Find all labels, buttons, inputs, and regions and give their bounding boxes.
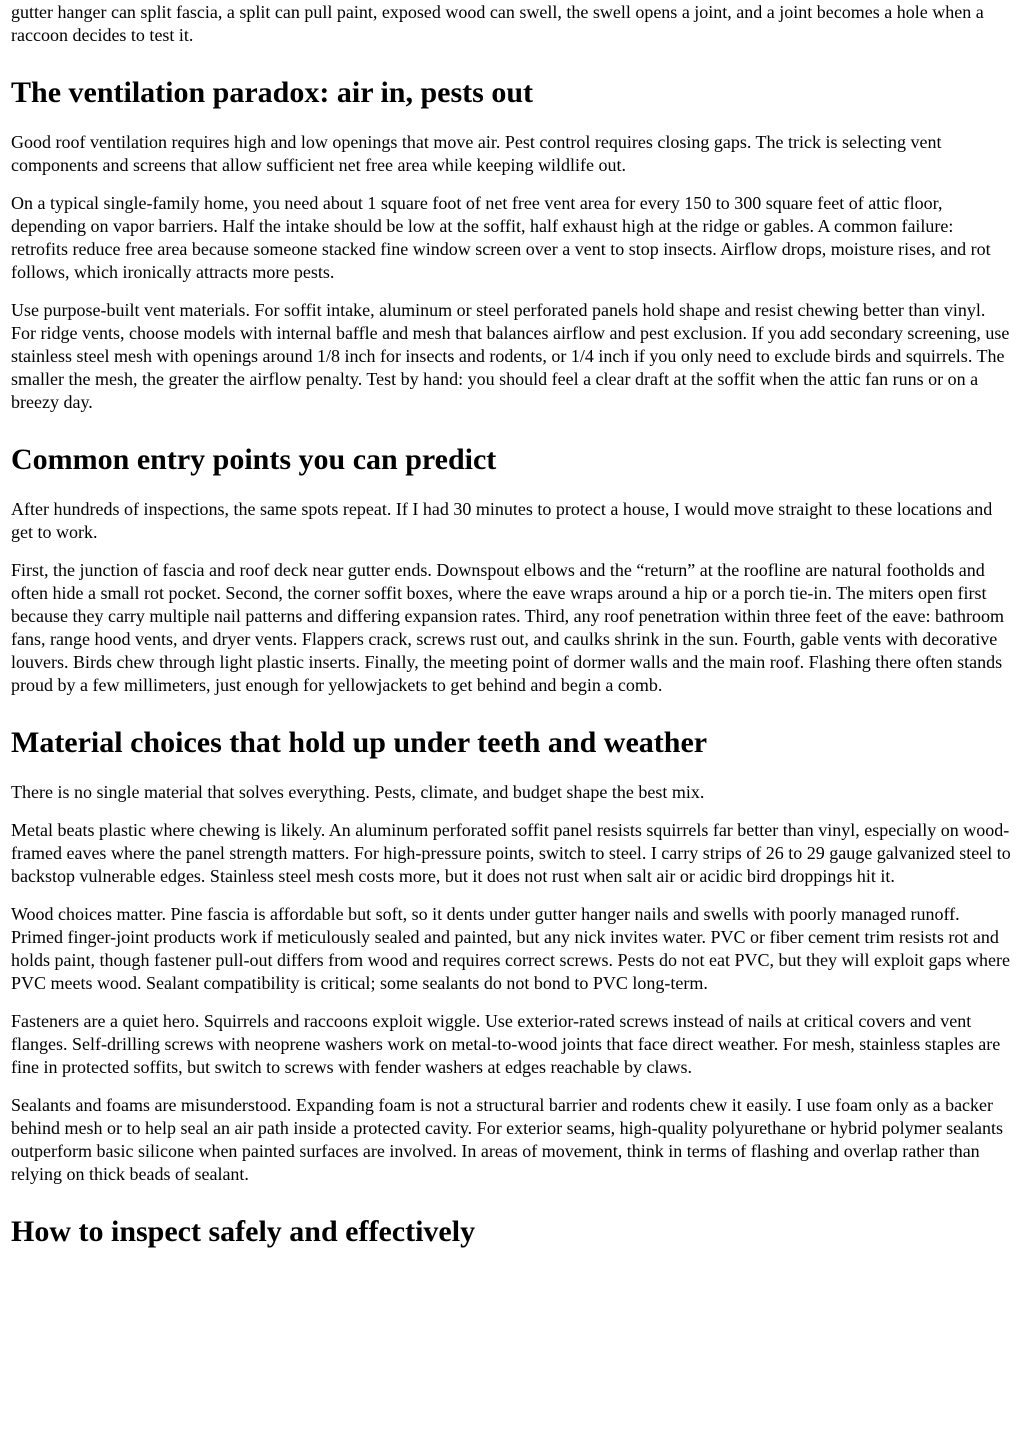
paragraph: Sealants and foams are misunderstood. Expanding foam is not a structural barrier and rodents chew it easily. I use foam only as a backer behind mesh or to help seal an air path inside a protected cavity. For exterior seams, high-quality polyurethane or hybrid polymer sealants outperform basic silicone when painted surfaces are involved. In areas of movement, think in terms of flashing and overlap rather than relying on thick beads of sealant. bbox=[11, 1095, 1004, 1184]
paragraph: Wood choices matter. Pine fascia is affordable but soft, so it dents under gutter hanger nails and swells with poorly managed runoff. Primed finger-joint products work if meticulously sealed and painted, but any nick invites water. PVC or fiber cement trim resists rot and holds paint, though fastener pull-out differs from wood and requires correct screws. Pests do not eat PVC, but they will exploit gaps where PVC meets wood. Sealant compatibility is critical; some sealants do not bond to PVC long-term. bbox=[11, 904, 1010, 993]
section-heading-materials: Material choices that hold up under teeth and weather bbox=[11, 726, 708, 759]
paragraph: Fasteners are a quiet hero. Squirrels and raccoons exploit wiggle. Use exterior-rated screws instead of nails at critical covers and vent flanges. Self-drilling screws with neoprene washers work on metal-to-wood joints that face direct weather. For mesh, stainless staples are fine in protected soffits, but switch to screws with fender washers at edges reachable by claws. bbox=[11, 1011, 1001, 1077]
intro-paragraph: gutter hanger can split fascia, a split can pull paint, exposed wood can swell, the swell opens a joint, and a joint becomes a hole when a raccoon decides to test it. bbox=[11, 2, 984, 45]
section-heading-inspection: How to inspect safely and effectively bbox=[11, 1215, 476, 1248]
paragraph: Good roof ventilation requires high and low openings that move air. Pest control requires closing gaps. The trick is selecting vent components and screens that allow sufficient net free area while keeping wildlife out. bbox=[11, 132, 942, 175]
document-page bbox=[0, 1, 1024, 1449]
paragraph: There is no single material that solves everything. Pests, climate, and budget shape the best mix. bbox=[11, 782, 705, 802]
paragraph: First, the junction of fascia and roof deck near gutter ends. Downspout elbows and the “return” at the roofline are natural footholds and often hide a small rot pocket. Second, the corner soffit boxes, where the eave wraps around a hip or a porch tie-in. The miters open first because they carry multiple nail patterns and differing expansion rates. Third, any roof penetration within three feet of the eave: bathroom fans, range hood vents, and dryer vents. Flappers crack, screws rust out, and caulks shrink in the sun. Fourth, gable vents with decorative louvers. Birds chew through light plastic inserts. Finally, the meeting point of dormer walls and the main roof. Flashing there often stands proud by a few millimeters, just enough for yellowjackets to get behind and begin a comb. bbox=[11, 560, 1004, 695]
section-heading-entry-points: Common entry points you can predict bbox=[11, 443, 497, 476]
paragraph: After hundreds of inspections, the same spots repeat. If I had 30 minutes to protect a house, I would move straight to these locations and get to work. bbox=[11, 499, 993, 542]
paragraph: On a typical single-family home, you need about 1 square foot of net free vent area for every 150 to 300 square feet of attic floor, depending on vapor barriers. Half the intake should be low at the soffit, half exhaust high at the ridge or gables. A common failure: retrofits reduce free area because someone stacked fine window screen over a vent to stop insects. Airflow drops, moisture rises, and rot follows, which ironically attracts more pests. bbox=[11, 193, 991, 282]
paragraph: Metal beats plastic where chewing is likely. An aluminum perforated soffit panel resists squirrels far better than vinyl, especially on wood-framed eaves where the panel strength matters. For high-pressure points, switch to steel. I carry strips of 26 to 29 gauge galvanized steel to backstop vulnerable edges. Stainless steel mesh costs more, but it does not rust when salt air or acidic bird droppings hit it. bbox=[11, 820, 1011, 886]
section-heading-ventilation: The ventilation paradox: air in, pests out bbox=[11, 76, 533, 109]
paragraph: Use purpose-built vent materials. For soffit intake, aluminum or steel perforated panels hold shape and resist chewing better than vinyl. For ridge vents, choose models with internal baffle and mesh that balances airflow and pest exclusion. If you add secondary screening, use stainless steel mesh with openings around 1/8 inch for insects and rodents, or 1/4 inch if you only need to exclude birds and squirrels. The smaller the mesh, the greater the airflow penalty. Test by hand: you should feel a clear draft at the soffit when the attic fan runs or on a breezy day. bbox=[11, 300, 1010, 412]
